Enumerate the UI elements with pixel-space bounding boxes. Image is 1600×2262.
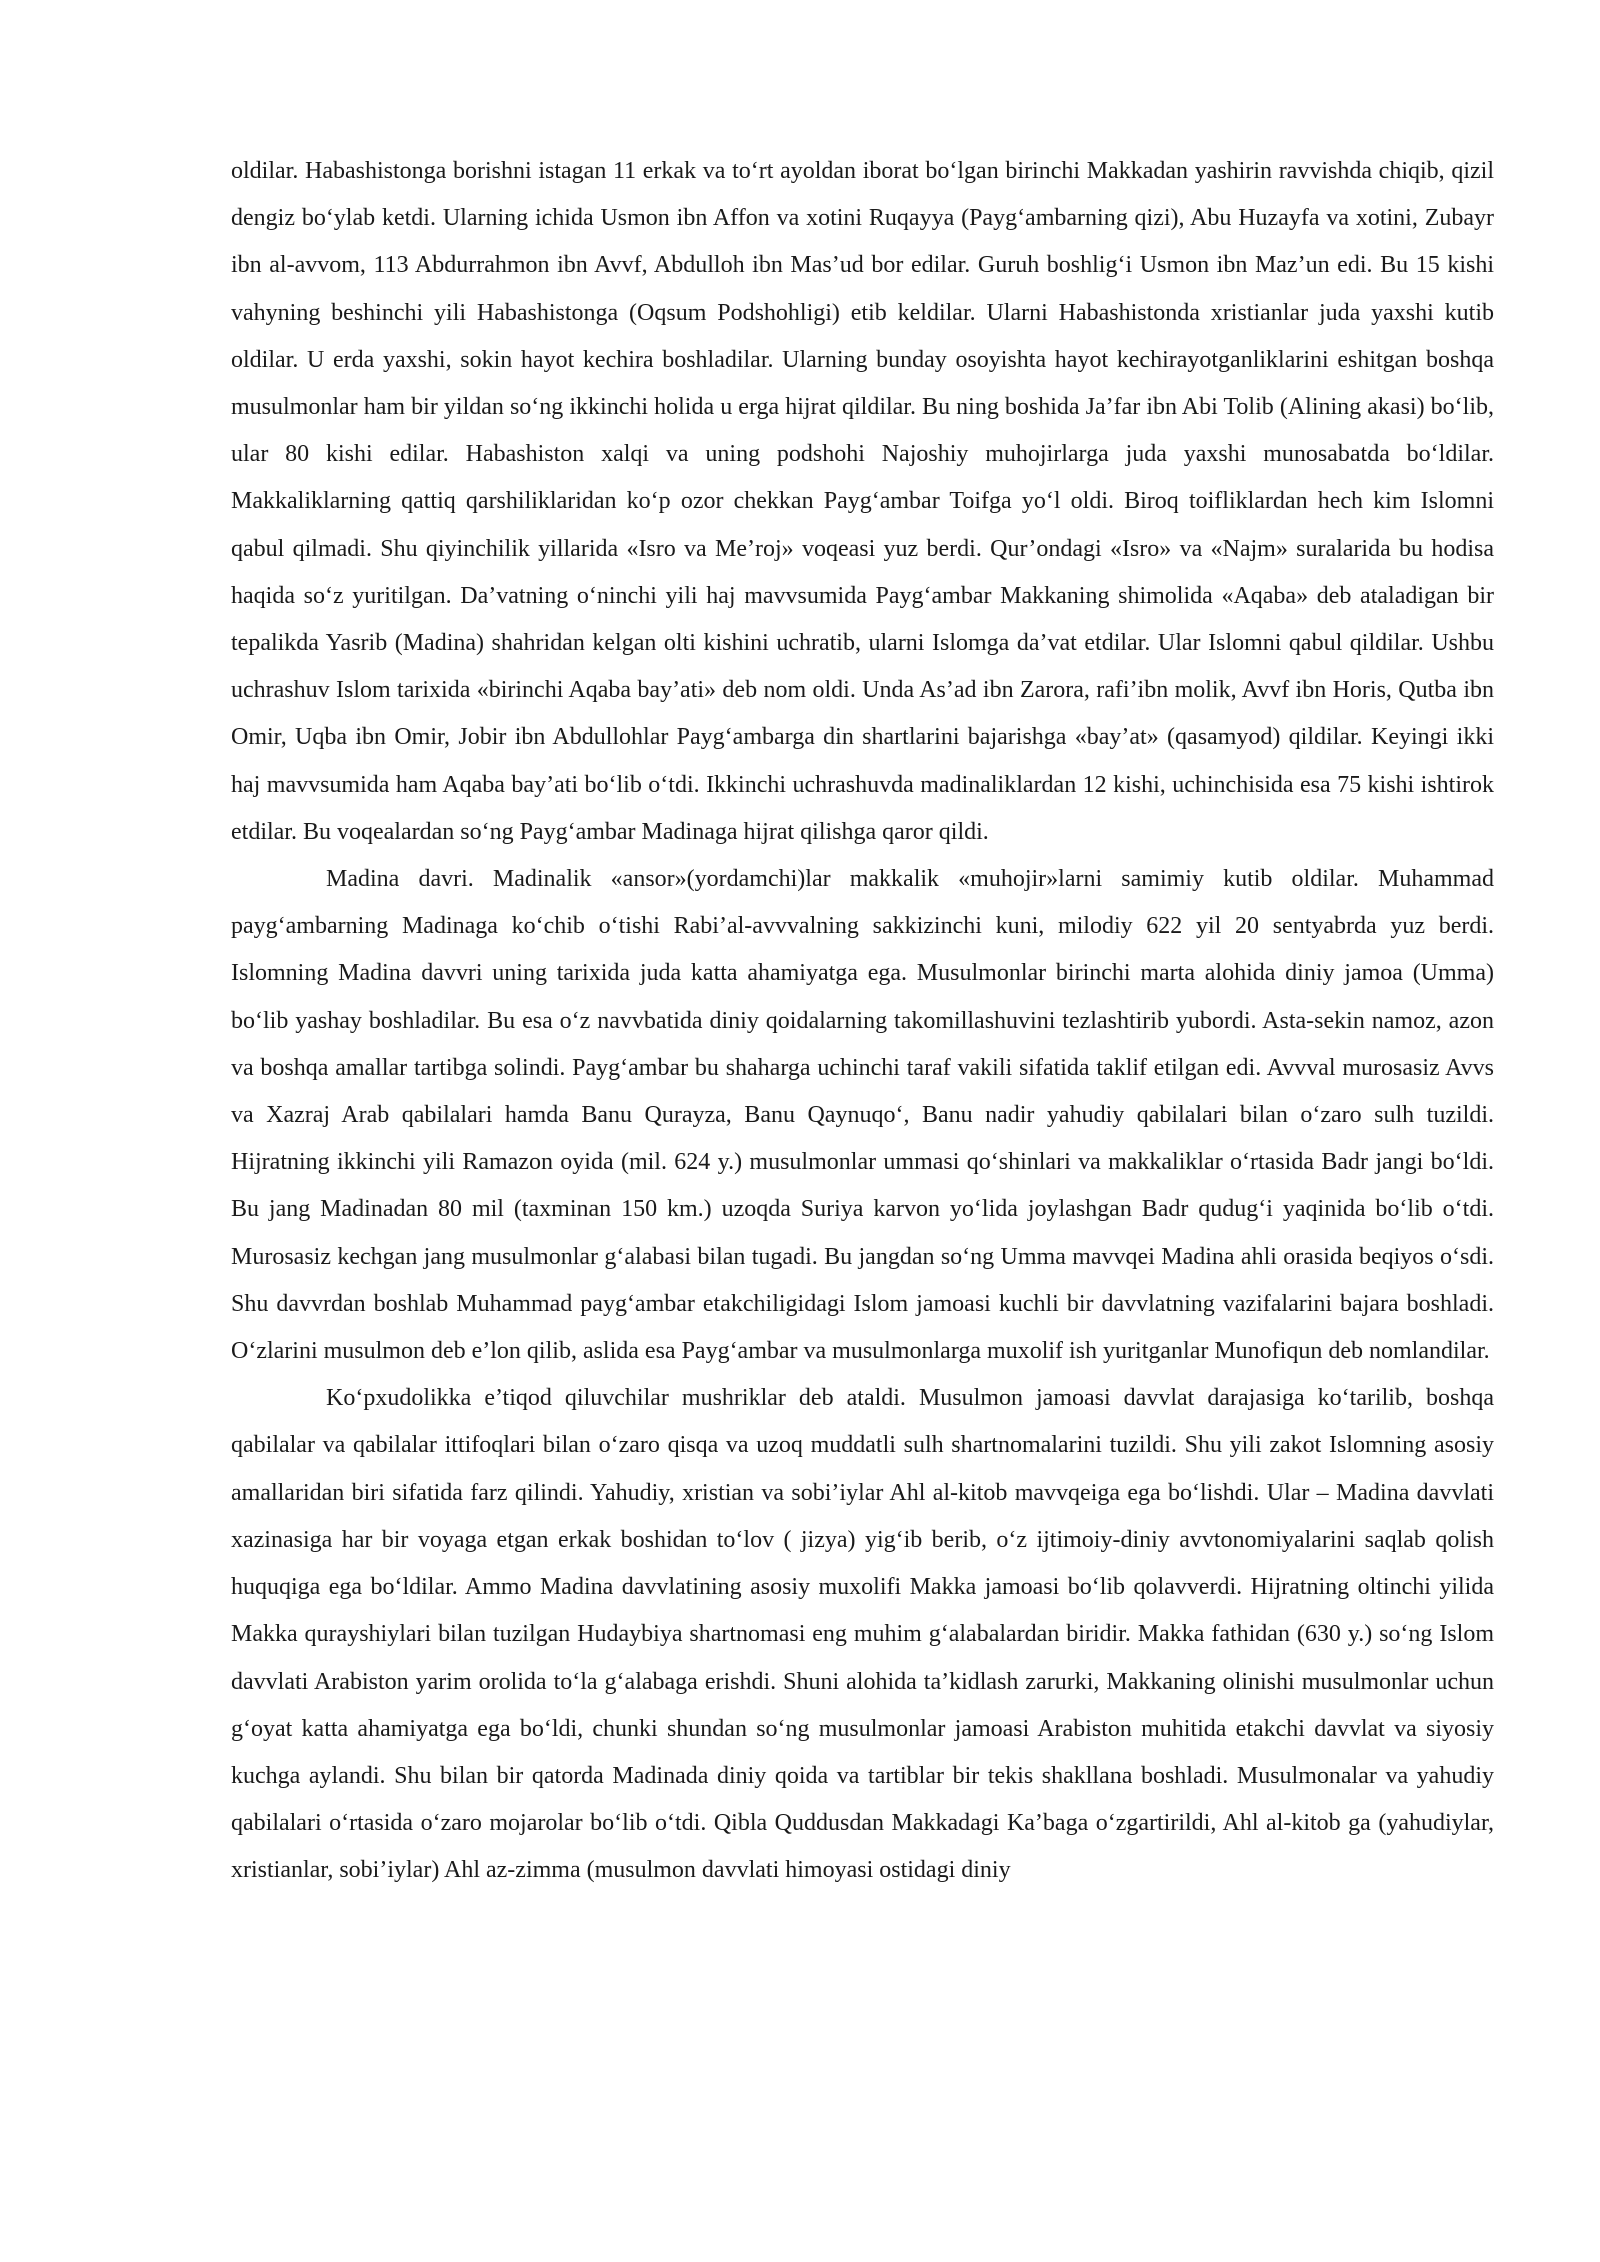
paragraph-habashiston-hijrat: oldilar. Habashistonga borishni istagan 11 erkak va to‘rt ayoldan iborat bo‘lgan birinchi Makkadan yashirin ravvishda chiqib, qizil dengiz bo‘ylab ketdi. Ularning ichida Usmon ibn Affon va xotini Ruqayya (Payg‘ambarning qizi), Abu Huzayfa va xotini, Zubayr ibn al-avvom, 113 Abdurrahmon ibn Avvf, Abdulloh ibn Mas’ud bor edilar. Guruh boshlig‘i Usmon ibn Maz’un edi. Bu 15 kishi vahyning beshinchi yili Habashistonga (Oqsum Podshohligi) etib keldilar. Ularni Habashistonda xristianlar juda yaxshi kutib oldilar. U erda yaxshi, sokin hayot kechira boshladilar. Ularning bunday osoyishta hayot kechirayotganliklarini eshitgan boshqa musulmonlar ham bir yildan so‘ng ikkinchi holida u erga hijrat qildilar. Bu ning boshida Ja’far ibn Abi Tolib (Alining akasi) bo‘lib, ular 80 kishi edilar. Habashiston xalqi va uning podshohi Najoshiy muhojirlarga juda yaxshi munosabatda bo‘ldilar. Makkaliklarning qattiq qarshiliklaridan ko‘p ozor chekkan Payg‘ambar Toifga yo‘l oldi. Biroq toifliklardan hech kim Islomni qabul qilmadi. Shu qiyinchilik yillarida «Isro va Me’roj» voqeasi yuz berdi. Qur’ondagi «Isro» va «Najm» suralarida bu hodisa haqida so‘z yuritilgan. Da’vatning o‘ninchi yili haj mavvsumida Payg‘ambar Makkaning shimolida «Aqaba» deb ataladigan bir tepalikda Yasrib (Madina) shahridan kelgan olti kishini uchratib, ularni Islomga da’vat etdilar. Ular Islomni qabul qildilar. Ushbu uchrashuv Islom tarixida «birinchi Aqaba bay’ati» deb nom oldi. Unda As’ad ibn Zarora, rafi’ibn molik, Avvf ibn Horis, Qutba ibn Omir, Uqba ibn Omir, Jobir ibn Abdullohlar Payg‘ambarga din shartlarini bajarishga «bay’at» (qasamyod) qildilar. Keyingi ikki haj mavvsumida ham Aqaba bay’ati bo‘lib o‘tdi. Ikkinchi uchrashuvda madinaliklardan 12 kishi, uchinchisida esa 75 kishi ishtirok etdilar. Bu voqealardan so‘ng Payg‘ambar Madinaga hijrat qilishga qaror qildi. <box>231 158 1494 845</box>
document-page <box>231 148 1494 1895</box>
paragraph-madina-davri: Madina davri. Madinalik «ansor»(yordamchi)lar makkalik «muhojir»larni samimiy kutib oldilar. Muhammad payg‘ambarning Madinaga ko‘chib o‘tishi Rabi’al-avvvalning sakkizinchi kuni, milodiy 622 yil 20 sentyabrda yuz berdi. Islomning Madina davvri uning tarixida juda katta ahamiyatga ega. Musulmonlar birinchi marta alohida diniy jamoa (Umma) bo‘lib yashay boshladilar. Bu esa o‘z navvbatida diniy qoidalarning takomillashuvini tezlashtirib yubordi. Asta-sekin namoz, azon va boshqa amallar tartibga solindi. Payg‘ambar bu shaharga uchinchi taraf vakili sifatida taklif etilgan edi. Avvval murosasiz Avvs va Xazraj Arab qabilalari hamda Banu Qurayza, Banu Qaynuqo‘, Banu nadir yahudiy qabilalari bilan o‘zaro sulh tuzildi. Hijratning ikkinchi yili Ramazon oyida (mil. 624 y.) musulmonlar ummasi qo‘shinlari va makkaliklar o‘rtasida Badr jangi bo‘ldi. Bu jang Madinadan 80 mil (taxminan 150 km.) uzoqda Suriya karvon yo‘lida joylashgan Badr qudug‘i yaqinida bo‘lib o‘tdi. Murosasiz kechgan jang musulmonlar g‘alabasi bilan tugadi. Bu jangdan so‘ng Umma mavvqei Madina ahli orasida beqiyos o‘sdi. Shu davvrdan boshlab Muhammad payg‘ambar etakchiligidagi Islom jamoasi kuchli bir davvlatning vazifalarini bajara boshladi. O‘zlarini musulmon deb e’lon qilib, aslida esa Payg‘ambar va musulmonlarga muxolif ish yuritganlar Munofiqun deb nomlandilar. <box>231 866 1494 1365</box>
paragraph-kopxudolik-mushriklar: Ko‘pxudolikka e’tiqod qiluvchilar mushriklar deb ataldi. Musulmon jamoasi davvlat darajasiga ko‘tarilib, boshqa qabilalar va qabilalar ittifoqlari bilan o‘zaro qisqa va uzoq muddatli sulh shartnomalarini tuzildi. Shu yili zakot Islomning asosiy amallaridan biri sifatida farz qilindi. Yahudiy, xristian va sobi’iylar Ahl al-kitob mavvqeiga ega bo‘lishdi. Ular – Madina davvlati xazinasiga har bir voyaga etgan erkak boshidan to‘lov ( jizya) yig‘ib berib, o‘z ijtimoiy-diniy avvtonomiyalarini saqlab qolish huquqiga ega bo‘ldilar. Ammo Madina davvlatining asosiy muxolifi Makka jamoasi bo‘lib qolavverdi. Hijratning oltinchi yilida Makka qurayshiylari bilan tuzilgan Hudaybiya shartnomasi eng muhim g‘alabalardan biridir. Makka fathidan (630 y.) so‘ng Islom davvlati Arabiston yarim orolida to‘la g‘alabaga erishdi. Shuni alohida ta’kidlash zarurki, Makkaning olinishi musulmonlar uchun g‘oyat katta ahamiyatga ega bo‘ldi, chunki shundan so‘ng musulmonlar jamoasi Arabiston muhitida etakchi davvlat va siyosiy kuchga aylandi. Shu bilan bir qatorda Madinada diniy qoida va tartiblar bir tekis shakllana boshladi. Musulmonalar va yahudiy qabilalari o‘rtasida o‘zaro mojarolar bo‘lib o‘tdi. Qibla Quddusdan Makkadagi Ka’baga o‘zgartirildi, Ahl al-kitob ga (yahudiylar, xristianlar, sobi’iylar) Ahl az-zimma (musulmon davvlati himoyasi ostidagi diniy <box>231 1385 1494 1884</box>
